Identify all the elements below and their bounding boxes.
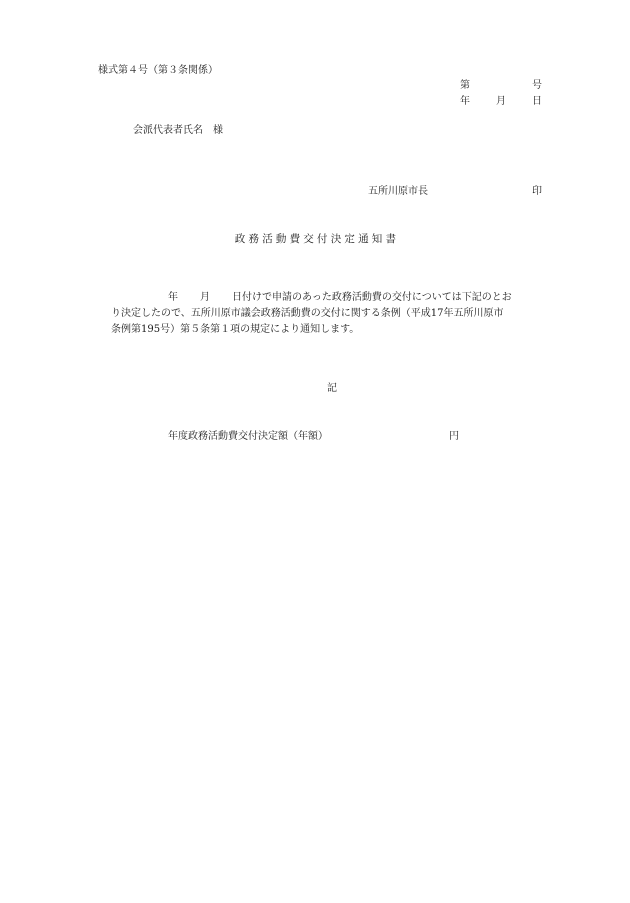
record-heading: 記 bbox=[327, 383, 337, 394]
decision-amount-unit: 円 bbox=[449, 431, 459, 442]
form-number: 様式第４号（第３条関係） bbox=[98, 65, 218, 76]
addressee: 会派代表者氏名 様 bbox=[133, 125, 223, 136]
seal-mark: 印 bbox=[532, 186, 542, 197]
date-day-label: 日 bbox=[532, 96, 542, 107]
body-year-label: 年 bbox=[168, 292, 178, 303]
date-year-label: 年 bbox=[460, 96, 470, 107]
body-line-1 bbox=[168, 293, 512, 303]
date-month-label: 月 bbox=[496, 96, 506, 107]
document-number-suffix: 号 bbox=[532, 80, 542, 91]
body-line-3: 条例第195号）第５条第１項の規定により通知します。 bbox=[111, 324, 360, 335]
document-title: 政務活動費交付決定通知書 bbox=[234, 233, 400, 245]
body-line-1-text: 日付けで申請のあった政務活動費の交付については下記のとお bbox=[232, 292, 512, 303]
body-month-label: 月 bbox=[200, 292, 210, 303]
issuer-name: 五所川原市長 bbox=[368, 186, 428, 197]
decision-amount-label: 年度政務活動費交付決定額（年額） bbox=[168, 431, 328, 442]
body-line-2: り決定したので、五所川原市議会政務活動費の交付に関する条例（平成17年五所川原市 bbox=[111, 308, 504, 319]
document-number-label: 第 bbox=[460, 80, 470, 91]
